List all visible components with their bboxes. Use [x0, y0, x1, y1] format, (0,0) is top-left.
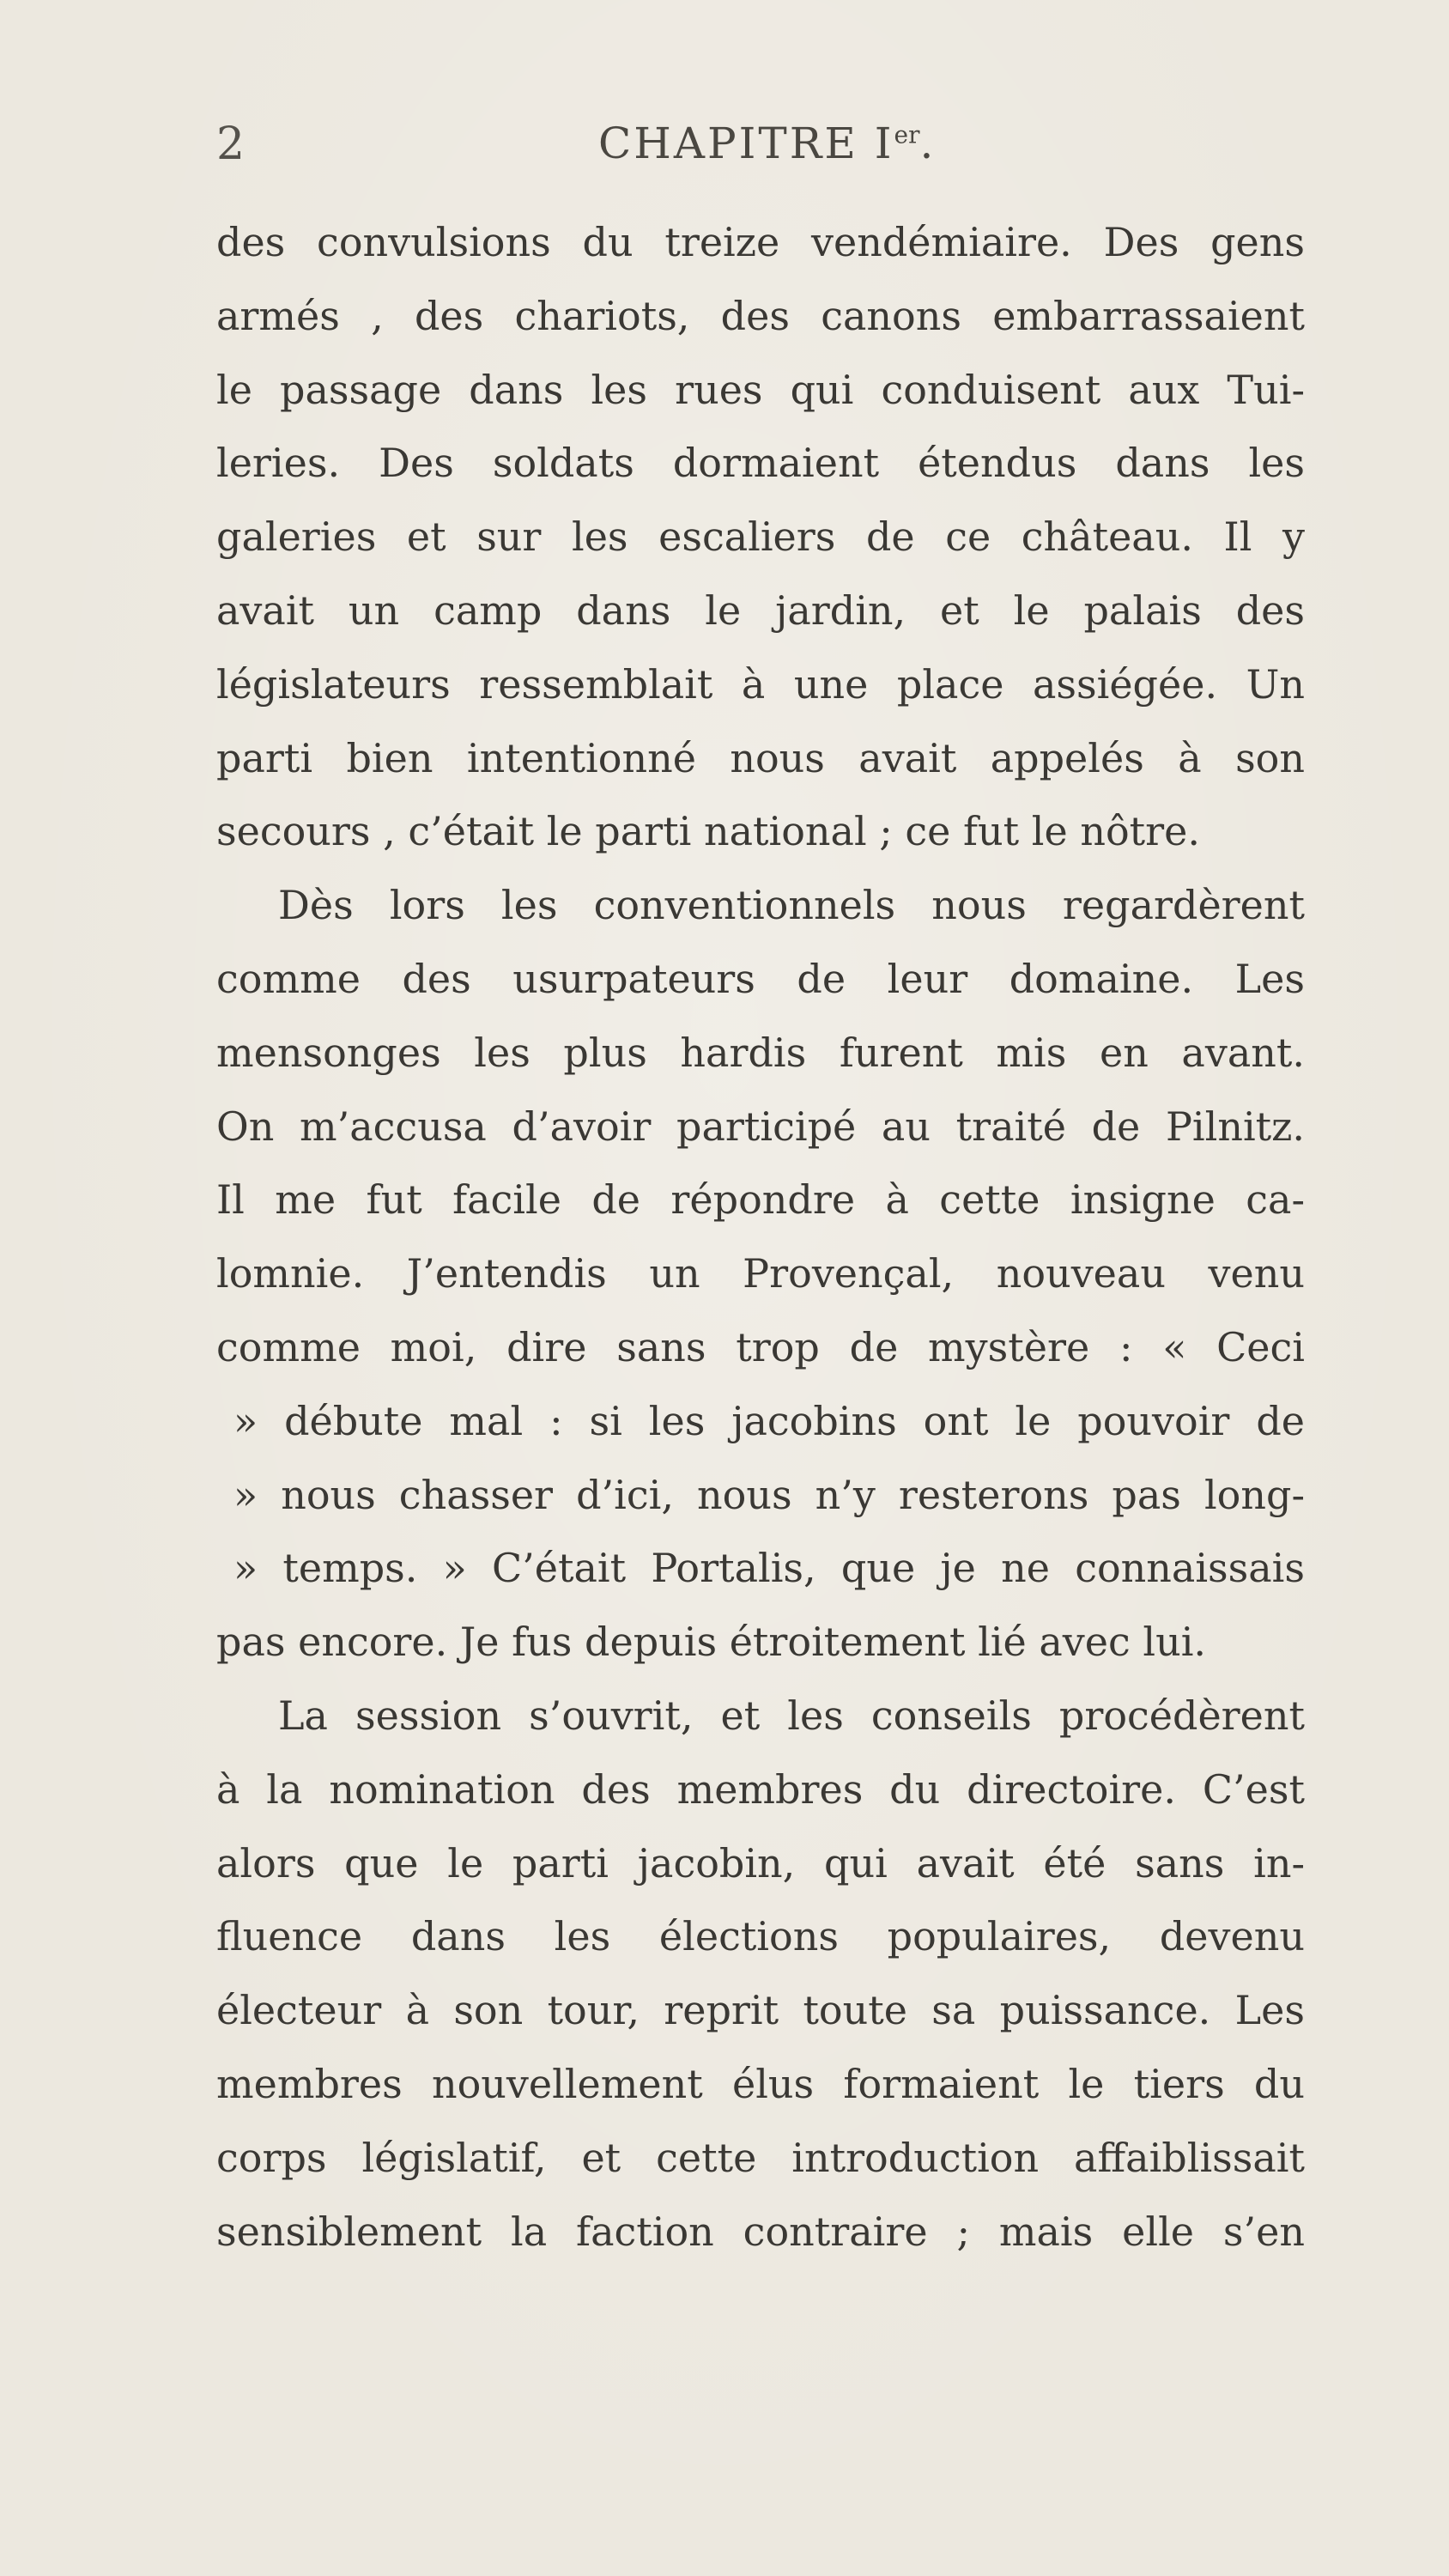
page-number: 2: [216, 118, 246, 170]
text-line: » temps. » C’était Portalis, que je ne connaissais: [233, 1545, 1305, 1592]
text-line: avait un camp dans le jardin, et le palais des: [216, 586, 1305, 634]
page-header: [216, 118, 1332, 179]
text-line: lomnie. J’entendis un Provençal, nouveau venu: [216, 1250, 1305, 1297]
text-line: » nous chasser d’ici, nous n’y resterons pas long-: [233, 1471, 1305, 1518]
text-line: électeur à son tour, reprit toute sa puissance. Les: [216, 1987, 1305, 2034]
text-line: galeries et sur les escaliers de ce château. Il y: [216, 513, 1305, 561]
text-line: membres nouvellement élus formaient le tiers du: [216, 2060, 1305, 2107]
running-head: [598, 118, 936, 168]
text-line: des convulsions du treize vendémiaire. Des gens: [216, 219, 1305, 265]
text-line: fluence dans les élections populaires, devenu: [216, 1913, 1305, 1960]
text-line: sensiblement la faction contraire ; mais elle s’en: [216, 2208, 1305, 2255]
text-line: secours , c’était le parti national ; ce fut le nôtre.: [216, 808, 1200, 855]
text-line: à la nomination des membres du directoire. C’est: [216, 1765, 1305, 1813]
text-line: Dès lors les conventionnels nous regardèrent: [278, 882, 1305, 929]
text-line: mensonges les plus hardis furent mis en avant.: [216, 1029, 1305, 1076]
text-line: pas encore. Je fus depuis étroitement lié avec lui.: [216, 1619, 1207, 1666]
body-text: [216, 206, 1305, 2269]
text-line: Il me fut facile de répondre à cette insigne ca-: [216, 1176, 1305, 1224]
running-head-title: CHAPITRE I: [598, 118, 894, 168]
text-line: législateurs ressemblait à une place assiégée. Un: [216, 660, 1305, 708]
text-line: armés , des chariots, des canons embarrassaient: [216, 292, 1305, 339]
text-line: comme des usurpateurs de leur domaine. Les: [216, 955, 1305, 1002]
text-line: comme moi, dire sans trop de mystère : « Ceci: [216, 1323, 1305, 1370]
text-line: le passage dans les rues qui conduisent aux Tui-: [216, 366, 1305, 413]
running-head-superscript: er: [894, 120, 920, 149]
text-line: parti bien intentionné nous avait appelés à son: [216, 734, 1305, 781]
running-head-period: .: [919, 118, 937, 168]
text-line: alors que le parti jacobin, qui avait été sans in-: [216, 1839, 1305, 1886]
text-line: On m’accusa d’avoir participé au traité de Pilnitz.: [216, 1103, 1305, 1150]
text-line: La session s’ouvrit, et les conseils procédèrent: [278, 1692, 1305, 1739]
text-line: leries. Des soldats dormaient étendus dans les: [216, 440, 1305, 487]
text-line: corps législatif, et cette introduction affaiblissait: [216, 2134, 1305, 2181]
text-line: » débute mal : si les jacobins ont le pouvoir de: [233, 1397, 1305, 1444]
